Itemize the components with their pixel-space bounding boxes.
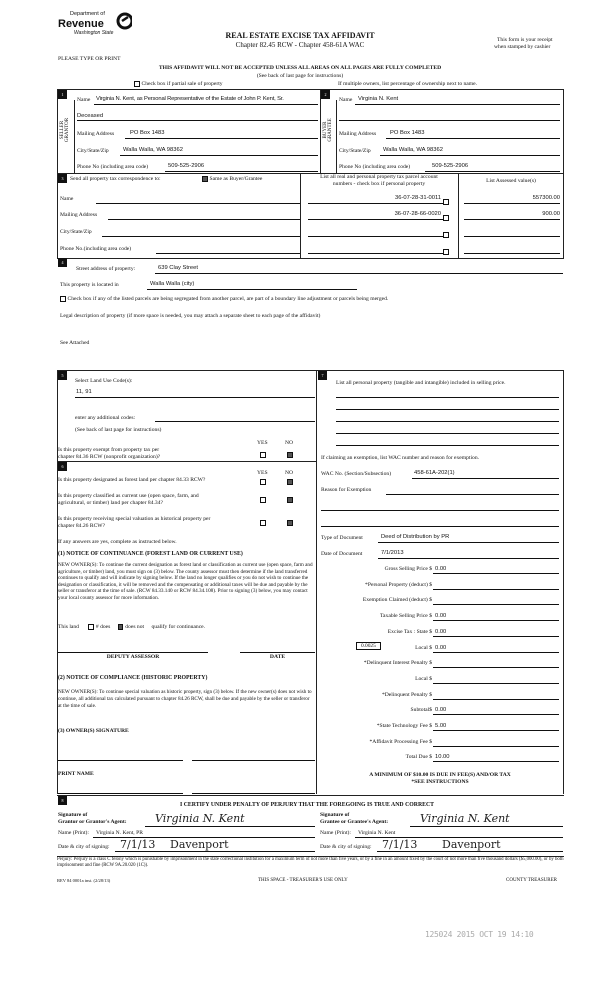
buyer-mailing-field[interactable]: PO Box 1483 <box>390 130 425 136</box>
forest-yes-checkbox[interactable] <box>260 479 266 485</box>
see-instructions: *SEE INSTRUCTIONS <box>411 779 469 785</box>
label: Mailing Address <box>77 131 115 137</box>
section-number: 3 <box>58 174 67 183</box>
grantee-city-field[interactable]: Davenport <box>442 838 501 851</box>
label: qualify for continuance. <box>151 624 206 631</box>
fee-value-field[interactable]: 0.00 <box>435 707 447 714</box>
legal-description-field[interactable]: See Attached <box>60 340 90 346</box>
partial-sale-checkbox[interactable] <box>132 81 223 87</box>
label: List all personal property (tangible and intangible) included in selling price. <box>336 380 506 386</box>
seller-city-field[interactable]: Walla Walla, WA 98362 <box>123 147 183 153</box>
correspondence-name-field[interactable] <box>96 203 300 204</box>
grantor-city-field[interactable]: Davenport <box>170 838 229 851</box>
label: Legal description of property (if more space is needed, you may attach a separate sheet to each page of the affidavit) <box>60 313 321 319</box>
type-or-print: PLEASE TYPE OR PRINT <box>58 56 121 62</box>
label: Name <box>60 196 74 202</box>
seller-side-label: SELLER GRANTOR <box>60 117 70 143</box>
parcel-number[interactable]: 36-07-28-66-0020 <box>394 211 441 217</box>
fee-label: Local $ <box>415 675 432 682</box>
notice-heading: (2) NOTICE OF COMPLIANCE (HISTORIC PROPERTY) <box>58 675 208 681</box>
label: This land <box>58 624 79 631</box>
label: City/State/Zip <box>77 148 109 154</box>
fee-value-field[interactable]: 0.00 <box>435 566 447 572</box>
label: Mailing Address <box>339 131 377 137</box>
perjury-notice: Perjury: Perjury is a class C felony which is punishable by imprisonment in the state correctional institution for a maximum term of not more than five years, or by a fine in an amount fixed by the court of not more than five thousand dollars ($5,000.00), or by both imprisonment and fine (RCW 9A.20.020 (1C)). <box>57 857 564 868</box>
buyer-phone-field[interactable]: 509-525-2906 <box>432 163 469 169</box>
land-use-code-field[interactable]: 11, 91 <box>76 389 92 395</box>
personal-property-checkbox[interactable] <box>443 232 449 238</box>
label: Type of Document <box>321 535 363 541</box>
print-name-label: PRINT NAME <box>58 771 94 777</box>
grantor-signature[interactable]: Virginia N. Kent <box>155 812 245 825</box>
logo-text: Revenue <box>58 18 104 30</box>
fee-label: Gross Selling Price $ <box>384 566 432 572</box>
fee-label: *Personal Property (deduct) $ <box>365 581 432 588</box>
receipt-note: when stamped by cashier <box>494 44 551 50</box>
same-as-buyer-checkbox[interactable] <box>200 176 262 182</box>
deputy-assessor-label: DEPUTY ASSESSOR <box>106 654 160 660</box>
section-number: 5 <box>58 371 67 380</box>
continuance-row <box>58 624 205 630</box>
exempt-no-checkbox[interactable] <box>287 452 293 458</box>
partial-sale-label: Check box if partial sale of property <box>141 81 223 88</box>
fee-label: Subtotal$ <box>410 707 432 714</box>
correspondence-phone-field[interactable] <box>156 253 300 254</box>
additional-codes-field[interactable] <box>155 421 315 422</box>
logo-text: Department of <box>70 11 105 17</box>
fee-value-field[interactable]: 0.00 <box>435 613 447 620</box>
personal-property-line[interactable] <box>336 421 559 422</box>
fee-value-field[interactable]: 0.00 <box>435 644 447 651</box>
personal-property-line[interactable] <box>336 445 559 446</box>
label: Grantee or Grantee's Agent: <box>320 819 389 825</box>
label: Date of Document <box>321 551 363 557</box>
question: agricultural, or timber) land per chapter 84.34? <box>58 500 163 506</box>
label: Signature of <box>320 812 350 818</box>
label: Same as Buyer/Grantee <box>209 176 263 183</box>
question: chapter 84.36 RCW (nonprofit organization)? <box>58 454 161 460</box>
does-not-checkbox[interactable] <box>118 624 124 630</box>
yes-header: YES <box>257 440 268 446</box>
multiple-owners-note: If multiple owners, list percentage of ownership next to name. <box>338 81 478 87</box>
label: This property is located in <box>60 282 119 288</box>
date-label: DATE <box>269 654 286 660</box>
minimum-notice: A MINIMUM OF $10.00 IS DUE IN FEE(S) AND/OR TAX <box>369 772 511 778</box>
treasurer-space-label: THIS SPACE - TREASURER'S USE ONLY <box>258 878 348 883</box>
fee-label: *Delinquent Penalty $ <box>381 691 432 698</box>
assessed-value[interactable]: 557300.00 <box>532 195 560 201</box>
personal-property-checkbox[interactable] <box>443 199 449 205</box>
print-name-field[interactable] <box>192 793 315 794</box>
reason-field[interactable] <box>386 494 559 495</box>
buyer-city-field[interactable]: Walla Walla, WA 98362 <box>383 147 443 153</box>
current-use-yes-checkbox[interactable] <box>260 497 266 503</box>
grantor-date-field[interactable]: 7/1/13 <box>120 838 156 851</box>
section-number: 6 <box>58 462 67 471</box>
seller-phone-field[interactable]: 509-525-2906 <box>168 163 205 169</box>
grantee-signature[interactable]: Virginia N. Kent <box>420 812 510 825</box>
label: (See back of last page for instructions) <box>75 427 162 433</box>
notice: THIS AFFIDAVIT WILL NOT BE ACCEPTED UNLESS ALL AREAS ON ALL PAGES ARE FULLY COMPLETED <box>158 65 442 71</box>
label: Mailing Address <box>60 212 98 218</box>
owner-signature-field[interactable] <box>58 760 183 761</box>
owner-signature-label: (3) OWNER(S) SIGNATURE <box>58 728 129 734</box>
label: Phone No (including area code) <box>339 164 411 170</box>
label: Signature of <box>58 812 88 818</box>
correspondence-city-field[interactable] <box>102 236 300 237</box>
does-checkbox[interactable] <box>88 624 94 630</box>
fee-label: *Delinquent Interest Penalty $ <box>363 660 432 667</box>
label: Phone No.(including area code) <box>60 246 132 252</box>
treasurer-stamp: 125024 2015 OCT 19 14:10 <box>425 930 534 939</box>
fee-value-field[interactable]: 0.00 <box>435 628 447 635</box>
label: Phone No (including area code) <box>77 164 149 170</box>
section-number: 8 <box>58 796 67 805</box>
fee-value-field[interactable]: 10.00 <box>435 754 450 761</box>
grantee-name-field[interactable]: Virginia N. Kent <box>358 830 396 836</box>
label: Select Land Use Code(s): <box>75 378 133 384</box>
label: Name <box>339 97 353 103</box>
buyer-side-label: BUYER GRANTEE <box>323 118 333 142</box>
label: does not <box>125 624 145 631</box>
see-back-note: (See back of last page for instructions) <box>256 73 344 79</box>
no-header: NO <box>285 470 294 476</box>
question: Is this property classified as current use (open space, farm, and <box>58 493 199 499</box>
print-name-field[interactable] <box>58 793 183 794</box>
seller-mailing-field[interactable]: PO Box 1483 <box>130 130 165 136</box>
label: Check box if any of the listed parcels are being segregated from another parcel, are part of a boundary line adjustment or parcels being merged. <box>67 296 389 303</box>
owner-signature-field[interactable] <box>192 760 315 761</box>
question: Is this property designated as forest land per chapter 84.33 RCW? <box>58 477 206 483</box>
form-subtitle: Chapter 82.45 RCW - Chapter 458-61A WAC <box>235 41 365 49</box>
historic-no-checkbox[interactable] <box>287 520 293 526</box>
section-number: 7 <box>318 371 327 380</box>
fee-label: Exemption Claimed (deduct) $ <box>362 597 432 604</box>
current-use-no-checkbox[interactable] <box>287 497 293 503</box>
label: WAC No. (Section/Subsection) <box>321 471 392 477</box>
assessed-value[interactable]: 900.00 <box>542 211 560 217</box>
revision-number: REV 84 0001a inst. (2/28/13) <box>57 878 111 883</box>
label: Street address of property: <box>76 266 136 272</box>
fee-label: *State Technology Fee $ <box>376 723 432 729</box>
section-number: 1 <box>58 90 67 99</box>
notice-text: NEW OWNER(S): To continue special valuation as historic property, sign (3) below. If the new owner(s) does not wish to continue, all additional tax calculated pursuant to chapter 84.26 RCW, shall be due and payable by the seller or transferor at the time of sale. <box>58 689 312 709</box>
certification-statement: I CERTIFY UNDER PENALTY OF PERJURY THAT THE FOREGOING IS TRUE AND CORRECT <box>180 802 435 808</box>
yes-header: YES <box>257 470 268 476</box>
label: City/State/Zip <box>339 148 371 154</box>
correspondence-mailing-field[interactable] <box>108 219 300 220</box>
question: Is this property exempt from property tax per <box>58 447 160 453</box>
section-number: 2 <box>321 90 330 99</box>
logo-text: Washington State <box>74 30 114 36</box>
question: Is this property receiving special valuation as historical property per <box>58 516 211 522</box>
dor-logo-icon <box>116 12 132 30</box>
label: Send all property tax correspondence to: <box>70 176 161 182</box>
buyer-name-field[interactable]: Virginia N. Kent <box>358 96 399 102</box>
label: Name (Print): <box>320 830 351 836</box>
parcel-number[interactable]: 36-07-28-31-0011 <box>395 195 441 201</box>
county-treasurer-label: COUNTY TREASURER <box>506 878 557 883</box>
no-header: NO <box>285 440 294 446</box>
fee-label: Local $ <box>415 644 432 651</box>
form-title: REAL ESTATE EXCISE TAX AFFIDAVIT <box>225 31 375 40</box>
label: Name <box>77 97 91 103</box>
label: Name (Print): <box>58 830 89 836</box>
personal-property-line[interactable] <box>336 409 559 410</box>
label: Date & city of signing: <box>320 844 372 850</box>
personal-property-checkbox[interactable] <box>443 215 449 221</box>
grantee-date-field[interactable]: 7/1/13 <box>382 838 418 851</box>
segregated-checkbox[interactable] <box>58 296 388 302</box>
assessed-header: List Assessed value(s) <box>486 178 536 184</box>
located-in-field[interactable]: Walla Walla (city) <box>150 281 195 287</box>
exempt-yes-checkbox[interactable] <box>260 452 266 458</box>
fee-label: Taxable Selling Price $ <box>380 613 432 620</box>
fee-label: Excise Tax : State $ <box>387 628 432 635</box>
instruction: If any answers are yes, complete as instructed below. <box>58 539 177 545</box>
grantor-name-field[interactable]: Virginia N. Kent, PR <box>96 830 143 836</box>
label: City/State/Zip <box>60 229 92 235</box>
personal-property-line[interactable] <box>336 397 559 398</box>
fee-value-field[interactable]: 5.00 <box>435 723 447 729</box>
fee-label: *Affidavit Processing Fee $ <box>369 738 432 745</box>
label: If claiming an exemption, list WAC number and reason for exemption. <box>321 455 480 461</box>
notice-text: NEW OWNER(S): To continue the current designation as forest land or classification as current use (open space, farm and agriculture, or timber) land, you must sign on (3) below. The county assessor must then determine if the land transferred continues to qualify and will indicate by signing below. If the land no longer qualifies or you do not wish to continue the designation or classification, it will be removed and the compensating or additional taxes will be due and payable by the seller or transferor at the time of sale. (RCW 84.33.140 or RCW 84.34.108). Prior to signing (3) below, you may contact your local county assessor for more information. <box>58 562 313 601</box>
label: Date & city of signing: <box>58 844 110 850</box>
document-type-field[interactable]: Deed of Distribution by PR <box>381 534 450 540</box>
receipt-note: This form is your receipt <box>497 37 553 43</box>
forest-no-checkbox[interactable] <box>287 479 293 485</box>
seller-name-line2-field[interactable]: Deceased <box>77 113 104 119</box>
parcel-header: numbers - check box if personal property <box>332 181 426 187</box>
personal-property-checkbox[interactable] <box>443 249 449 255</box>
question: chapter 84.26 RCW? <box>58 523 106 529</box>
label: Reason for Exemption <box>321 487 372 493</box>
label: # does <box>95 624 111 631</box>
document-date-field[interactable]: 7/1/2013 <box>381 550 404 556</box>
section-number: 4 <box>58 258 67 267</box>
seller-name-field[interactable]: Virginia N. Kent, as Personal Representative of the Estate of John P. Kent, Sr. <box>96 96 284 102</box>
notice-heading: (1) NOTICE OF CONTINUANCE (FOREST LAND OR CURRENT USE) <box>58 551 243 557</box>
parcel-header: List all real and personal property tax parcel account <box>320 174 438 180</box>
local-rate-box: 0.0025 <box>356 642 381 650</box>
label: enter any additional codes: <box>75 415 136 421</box>
street-address-field[interactable]: 639 Clay Street <box>158 265 198 271</box>
wac-number-field[interactable]: 458-61A-202(1) <box>414 470 455 476</box>
fee-label: Total Due $ <box>405 754 432 761</box>
personal-property-line[interactable] <box>336 433 559 434</box>
historic-yes-checkbox[interactable] <box>260 520 266 526</box>
label: Grantor or Grantor's Agent: <box>58 819 127 825</box>
